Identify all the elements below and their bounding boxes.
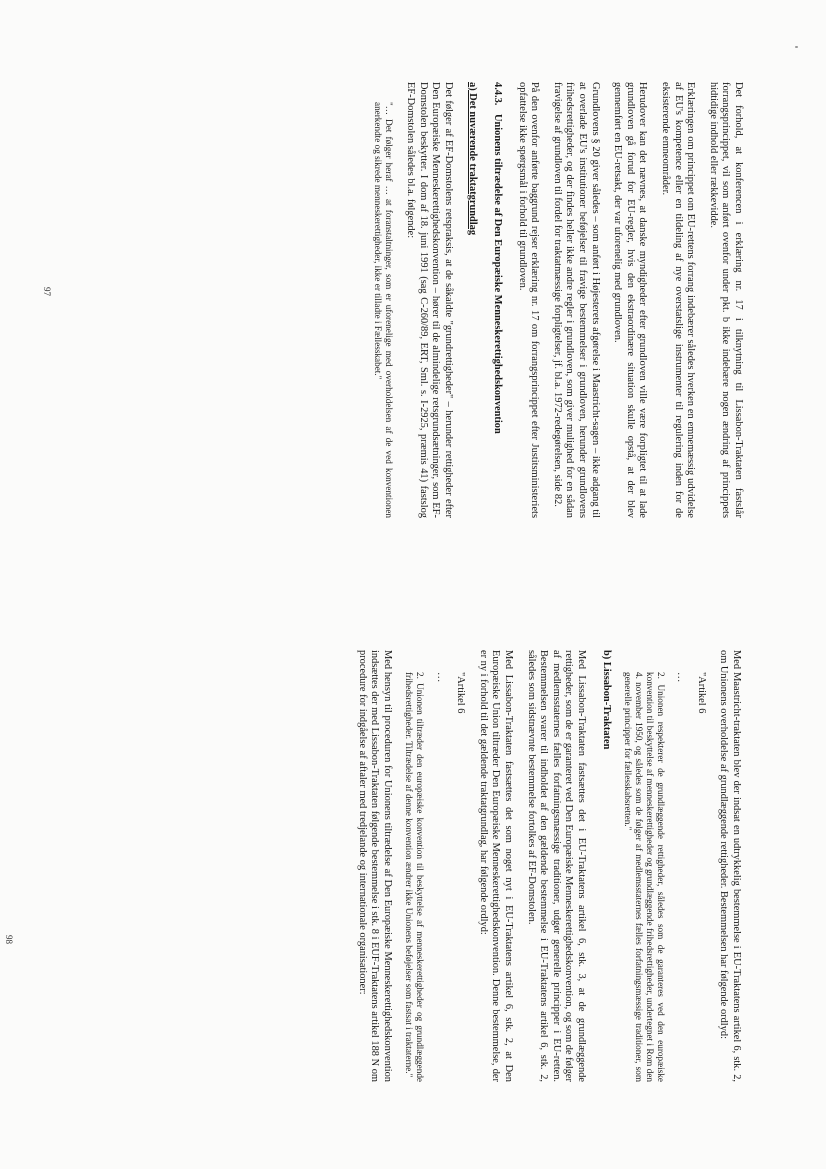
page-number-right: 98: [4, 935, 14, 944]
left-paragraph-6: Det følger af EF-Domstolens retspraksis, at de såkaldte "grundrettigheder" – herunder rettigheder efter Den Europæiske Menneskerettighedskonvention – hører til de almindelige retsgrundsætninger, som EF-Domstolen beskytter. I dom af 18. juni 1991 (sag C-260/89, ERT, Sml. s. I-2925, præmis 41) fastslog EF-Domstolen således bl.a. følgende:: [405, 82, 454, 518]
article-label-1: "Artikel 6: [695, 672, 707, 714]
right-page-column: [345, 650, 742, 1082]
left-page-column: [362, 82, 744, 518]
section-title: Unionens tiltrædelse af Den Europæiske Menneskerettighedskonvention: [492, 114, 504, 434]
article-label-2: "Artikel 6: [455, 672, 467, 714]
ellipsis-1: …: [675, 672, 687, 683]
right-paragraph-1: Med Maastricht-traktaten blev der indsat en udtrykkelig bestemmelse i EU-Traktatens artikel 6, stk. 2, om Unionens overholdelse af grundlæggende rettigheder. Bestemmelsen har følgende ordlyd:: [718, 650, 742, 1082]
left-paragraph-5: På den ovenfor anførte baggrund rejser erklæring nr. 17 om forrangsprincippet efter Justitsministeriets opfattelse ikke spørgsmål i forhold til grundloven.: [516, 82, 541, 518]
left-paragraph-3: Herudover kan det nævnes, at danske myndigheder efter grundloven ville være forpligtet til at lade grundloven gå forud for EU-regler, hvis den ekstraordinære situation skulle opstå, at der blev gennemført en EU-retsakt, der var uforenelig med grundloven.: [612, 82, 649, 518]
right-paragraph-3: Med Lissabon-Traktaten fastsættes det som noget nyt i EU-Traktatens artikel 6, stk. 2, at Den Europæiske Union tiltræder Den Europæiske Menneskerettighedskonvention. Denne bestemmelse, der er ny i forhold til det gældende traktatgrundlag, har følgende ordlyd:: [477, 650, 515, 1082]
left-paragraph-4: Grundlovens § 20 giver således – som anført i Højesterets afgørelse i Maastricht-sagen – ikke adgang til at overlade EU's institutioner beføjelser til fravige bestemmelser i grundloven, herunder grundlovens frihedsrettigheder, og der findes heller ikke andre regler i grundloven, som giver mulighed for en sådan fravigelse af grundloven til fordel for traktatmæssige forpligtelser, jf. bl.a. 1972-redegørelsen, side 82.: [551, 82, 601, 518]
right-quote-2: 2. Unionen tiltræder den europæiske konvention til beskyttelse af menneskerettigheder og grundlæggende frihedsrettigheder. Tiltrædelse af denne konvention ændrer ikke Unionens beføjelser som fastsat i traktaterne.": [404, 672, 426, 1082]
right-paragraph-2: Med Lissabon-Traktaten fastsættes det i EU-Traktatens artikel 6, stk. 3, at de grundlæggende rettigheder, som de er garanteret ved Den Europæiske Menneskerettighedskonvention, og som de følger af medlemsstaternes fælles forfatningsmæssige traditioner, udgør generelle principper i EU-retten. Bestemmelsen svarer til indholdet af den gældende bestemmelse i EU-Traktatens artikel 6, stk. 2, således som sidstnævnte bestemmelse fortolkes af EF-Domstolen.: [525, 650, 588, 1082]
left-quote: "… Det følger heraf … at foranstaltninger, som er uforenelige med overholdelsen af de ved konventionen anerkendte og sikrede menneskerettigheder, ikke er tilladte i Fællesskabet.": [372, 102, 394, 518]
ellipsis-2: …: [434, 672, 446, 683]
right-paragraph-4: Med hensyn til proceduren for Unionens tiltrædelse af Den Europæiske Menneskerettighedskonvention indsættes der med Lissabon-Traktaten følgende bestemmelse i stk. 8 i EUF-Traktatens artikel 188 N om procedure for indgåelse af aftaler med tredjelande og internationale organisationer:: [356, 650, 394, 1082]
subsection-a-heading: a) Det nuværende traktatgrundlag: [467, 82, 479, 236]
subsection-b-heading: b) Lissabon-Traktaten: [600, 650, 612, 750]
right-quote-1: 2. Unionen respekterer de grundlæggende rettigheder, således som de garanteres ved den europæiske konvention til beskyttelse af menneskerettigheder og grundlæggende frihedsrettigheder, undertegnet i Rom den 4. november 1950, og således som de følger af medlemsstaternes fælles forfatningsmæssige traditioner, som generelle principper for fællesskabsretten.": [622, 672, 666, 1082]
section-number: 4.4.3.: [492, 82, 504, 106]
section-heading-4-4-3: [491, 82, 504, 518]
left-paragraph-1: Det forhold, at konferencen i erklæring nr. 17 i tilknytning til Lissabon-Traktaten fastslår forrangsprincippet, vil som anført ovenfor under pkt. b ikke indebære nogen ændring af princippets hidtidige indhold eller rækkevidde.: [707, 82, 744, 518]
left-paragraph-2: Erklæringen om princippet om EU-rettens forrang indebærer således hverken en emnemæssig udvidelse af EU's kompetence eller en tildeling af nye overstatslige instrumenter til regulering inden for de eksisterende emneområder.: [660, 82, 697, 518]
page-number-left: 97: [42, 287, 52, 296]
